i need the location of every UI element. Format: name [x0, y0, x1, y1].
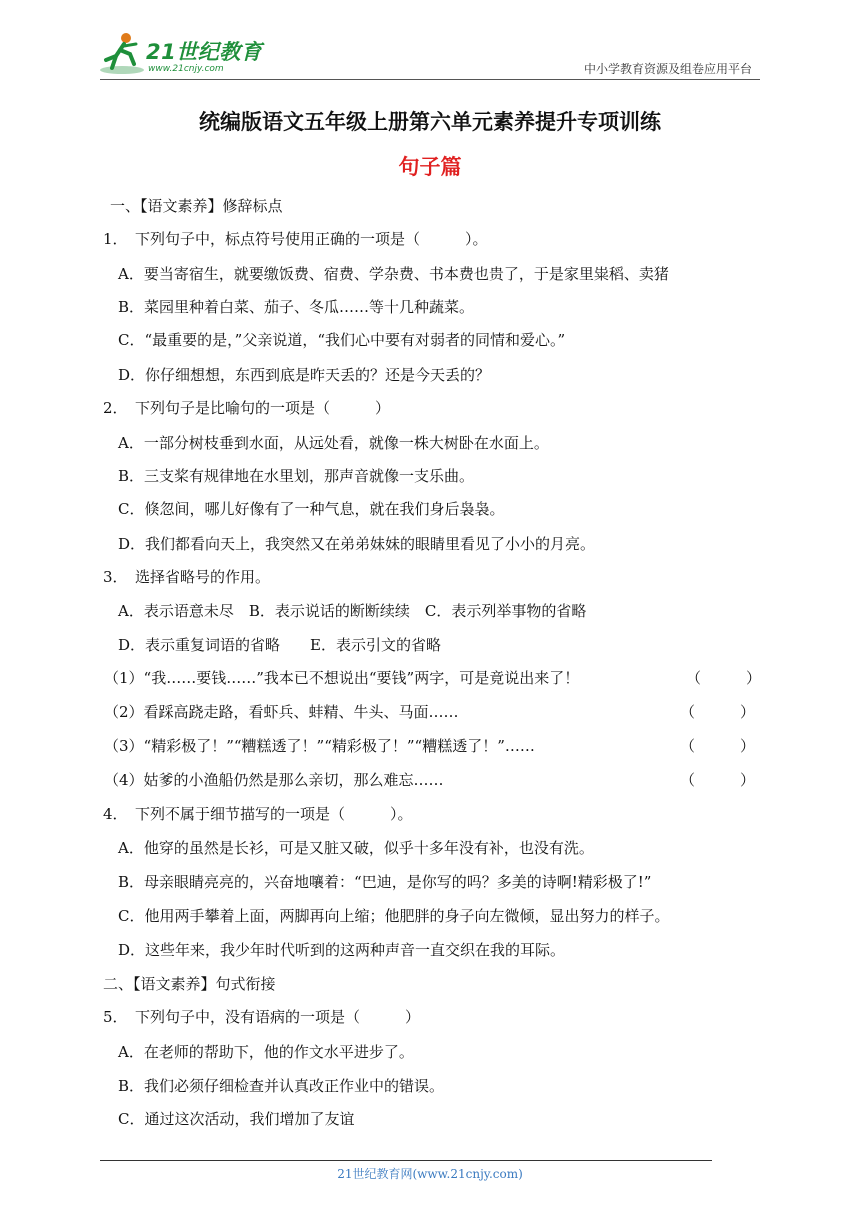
option-line: C．“最重要的是，”父亲说道，“我们心中要有对弱者的同情和爱心。” [118, 331, 566, 349]
answer-blank[interactable]: （ ） [680, 737, 756, 755]
footer-link[interactable]: 21世纪教育网(www.21cnjy.com) [337, 1167, 523, 1181]
logo-url: www.21cnjy.com [148, 64, 224, 74]
option-line: D．表示重复词语的省略 E．表示引文的省略 [118, 636, 441, 654]
option-line: C．通过这次活动，我们增加了友谊 [118, 1110, 355, 1128]
sub-question: （3）“精彩极了！”“糟糕透了！”“精彩极了！”“糟糕透了！”…… [104, 737, 535, 755]
page-title: 统编版语文五年级上册第六单元素养提升专项训练 [199, 109, 661, 134]
runner-logo-icon [98, 30, 148, 78]
question-stem: 4． 下列不属于细节描写的一项是（ ）。 [103, 805, 413, 823]
header-divider [100, 79, 760, 80]
option-line: C．他用两手攀着上面，两脚再向上缩；他肥胖的身子向左微倾，显出努力的样子。 [118, 907, 670, 925]
option-line: D．我们都看向天上，我突然又在弟弟妹妹的眼睛里看见了小小的月亮。 [118, 535, 596, 553]
section-heading: 一、【语文素养】修辞标点 [110, 197, 283, 215]
question-stem: 1． 下列句子中，标点符号使用正确的一项是（ ）。 [103, 230, 488, 248]
option-line: B．三支桨有规律地在水里划，那声音就像一支乐曲。 [118, 467, 475, 485]
sub-question: （2）看踩高跷走路，看虾兵、蚌精、牛头、马面…… [104, 703, 459, 721]
option-line: B．菜园里种着白菜、茄子、冬瓜……等十几种蔬菜。 [118, 298, 475, 316]
option-line: D．你仔细想想，东西到底是昨天丢的？还是今天丢的？ [118, 366, 491, 384]
platform-label: 中小学教育资源及组卷应用平台 [583, 62, 752, 76]
question-stem: 3． 选择省略号的作用。 [103, 568, 271, 586]
option-line: A．在老师的帮助下，他的作文水平进步了。 [118, 1043, 414, 1061]
option-line: A．表示语意未尽 B．表示说话的断断续续 C．表示列举事物的省略 [118, 602, 587, 620]
section-heading: 二、【语文素养】句式衔接 [103, 975, 276, 993]
question-stem: 2． 下列句子是比喻句的一项是（ ） [103, 399, 391, 417]
option-line: D．这些年来，我少年时代听到的这两种声音一直交织在我的耳际。 [118, 941, 566, 959]
answer-blank[interactable]: （ ） [680, 703, 756, 721]
question-stem: 5． 下列句子中，没有语病的一项是（ ） [103, 1008, 421, 1026]
logo [98, 30, 268, 78]
logo-brand: 21世纪教育 [146, 40, 263, 64]
sub-question: （1）“我……要钱……”我本已不想说出“要钱”两字，可是竟说出来了！ [104, 669, 580, 687]
answer-blank[interactable]: （ ） [680, 771, 756, 789]
sub-question: （4）姑爹的小渔船仍然是那么亲切，那么难忘…… [104, 771, 444, 789]
option-line: A．要当寄宿生，就要缴饭费、宿费、学杂费、书本费也贵了，于是家里粜稻、卖猪 [118, 265, 669, 283]
option-line: A．他穿的虽然是长衫，可是又脏又破，似乎十多年没有补，也没有洗。 [118, 839, 594, 857]
option-line: B．母亲眼睛亮亮的，兴奋地嚷着：“巴迪，是你写的吗？多美的诗啊!精彩极了!” [118, 873, 652, 891]
page-subtitle: 句子篇 [398, 154, 462, 179]
footer-divider [100, 1160, 712, 1161]
option-line: C．倏忽间，哪儿好像有了一种气息，就在我们身后袅袅。 [118, 500, 505, 518]
option-line: A．一部分树枝垂到水面，从远处看，就像一株大树卧在水面上。 [118, 434, 549, 452]
option-line: B．我们必须仔细检查并认真改正作业中的错误。 [118, 1077, 445, 1095]
page-header [0, 0, 860, 80]
answer-blank[interactable]: （ ） [686, 669, 762, 687]
